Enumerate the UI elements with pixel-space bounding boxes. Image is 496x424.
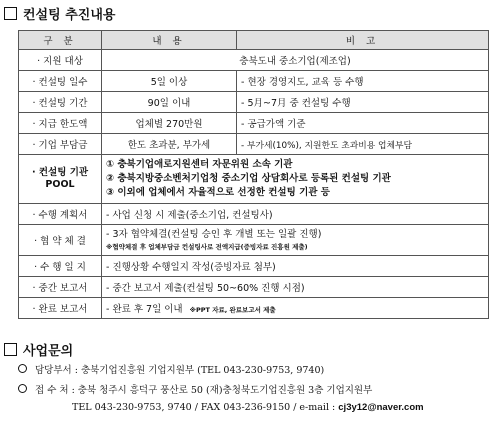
contact-email[interactable]: cj3y12@naver.com bbox=[338, 402, 424, 413]
pool-content-cell bbox=[102, 155, 489, 204]
row-content: - 진행상황 수행일지 작성(증빙자료 첨부) bbox=[102, 256, 489, 277]
table-header-row bbox=[19, 31, 489, 50]
contact-address-text: 접 수 처 : 충북 청주시 흥덕구 풍산로 50 (재)충청북도기업진흥원 3층 기업지원부 bbox=[35, 385, 373, 396]
header-category: 구 분 bbox=[19, 31, 102, 50]
contact-address bbox=[18, 382, 372, 396]
table-row bbox=[19, 50, 489, 71]
table-row bbox=[19, 113, 489, 134]
checkbox-square-icon bbox=[4, 7, 17, 20]
pool-item: ② 충북지방중소벤처기업청 중소기업 상담회사로 등록된 컨설팅 기관 bbox=[106, 173, 391, 184]
row-note: - 현장 경영지도, 교육 등 수행 bbox=[237, 71, 489, 92]
row-label: · 협 약 체 결 bbox=[19, 225, 102, 256]
pool-label-line1: · 컨설팅 기관 bbox=[31, 167, 89, 178]
row-label: · 중간 보고서 bbox=[19, 277, 102, 298]
contact-tel bbox=[72, 402, 424, 413]
contact-tel-text: TEL 043-230-9753, 9740 / FAX 043-236-9150 / e-mail : bbox=[72, 402, 339, 413]
row-label: · 완료 보고서 bbox=[19, 298, 102, 319]
row-note: - 5月~7月 중 컨설팅 수행 bbox=[237, 92, 489, 113]
section-title-inquiry bbox=[4, 340, 73, 359]
row-label: · 지원 대상 bbox=[19, 50, 102, 71]
row-note: - 부가세(10%), 지원한도 초과비용 업체부담 bbox=[237, 134, 489, 155]
contact-dept bbox=[18, 362, 324, 376]
row-content: 업체별 270만원 bbox=[102, 113, 237, 134]
final-content-cell bbox=[102, 298, 489, 319]
table-row-contract bbox=[19, 225, 489, 256]
row-content: - 중간 보고서 제출(컨설팅 50~60% 진행 시점) bbox=[102, 277, 489, 298]
pool-item: ① 충북기업애로지원센터 자문위원 소속 기관 bbox=[106, 159, 293, 170]
row-label: · 지급 한도액 bbox=[19, 113, 102, 134]
checkbox-square-icon bbox=[4, 343, 17, 356]
pool-label-cell bbox=[19, 155, 102, 204]
row-label: · 컨설팅 기간 bbox=[19, 92, 102, 113]
header-note: 비 고 bbox=[237, 31, 489, 50]
table-row bbox=[19, 71, 489, 92]
final-note: ※PPT 자료, 완료보고서 제출 bbox=[189, 306, 276, 314]
row-label: · 컨설팅 일수 bbox=[19, 71, 102, 92]
section-title-consulting bbox=[4, 4, 115, 23]
table-row bbox=[19, 256, 489, 277]
pool-item: ③ 이외에 업체에서 자율적으로 선정한 컨설팅 기관 등 bbox=[106, 187, 330, 198]
contract-content-cell bbox=[102, 225, 489, 256]
row-content: 충북도내 중소기업(제조업) bbox=[102, 50, 489, 71]
table-row bbox=[19, 298, 489, 319]
row-content: - 완료 후 7일 이내 bbox=[106, 304, 183, 315]
row-note: - 공급가액 기준 bbox=[237, 113, 489, 134]
table-row bbox=[19, 277, 489, 298]
section-title-text: 사업문의 bbox=[23, 344, 74, 359]
circle-bullet-icon bbox=[18, 364, 27, 373]
row-content: 5일 이상 bbox=[102, 71, 237, 92]
row-content: 한도 초과분, 부가세 bbox=[102, 134, 237, 155]
circle-bullet-icon bbox=[18, 384, 27, 393]
table-row bbox=[19, 204, 489, 225]
row-label: · 수 행 일 지 bbox=[19, 256, 102, 277]
contact-dept-text: 담당부서 : 충북기업진흥원 기업지원부 (TEL 043-230-9753, 9740) bbox=[35, 365, 325, 376]
row-label: · 기업 부담금 bbox=[19, 134, 102, 155]
section-title-text: 컨설팅 추진내용 bbox=[23, 8, 116, 23]
table-row bbox=[19, 134, 489, 155]
header-content: 내 용 bbox=[102, 31, 237, 50]
pool-label-line2: POOL bbox=[45, 179, 75, 190]
table-row bbox=[19, 92, 489, 113]
consulting-table bbox=[18, 30, 489, 319]
contract-note: ※협약체결 후 업체부담금 컨설팅사로 전액지급(증빙자료 진흥원 제출) bbox=[106, 242, 308, 251]
table-row-pool bbox=[19, 155, 489, 204]
row-content: 90일 이내 bbox=[102, 92, 237, 113]
row-content: - 사업 신청 시 제출(중소기업, 컨설팅사) bbox=[102, 204, 489, 225]
row-label: · 수행 계획서 bbox=[19, 204, 102, 225]
contract-line: - 3자 협약체결(컨설팅 승인 후 개별 또는 일괄 진행) bbox=[106, 228, 322, 240]
